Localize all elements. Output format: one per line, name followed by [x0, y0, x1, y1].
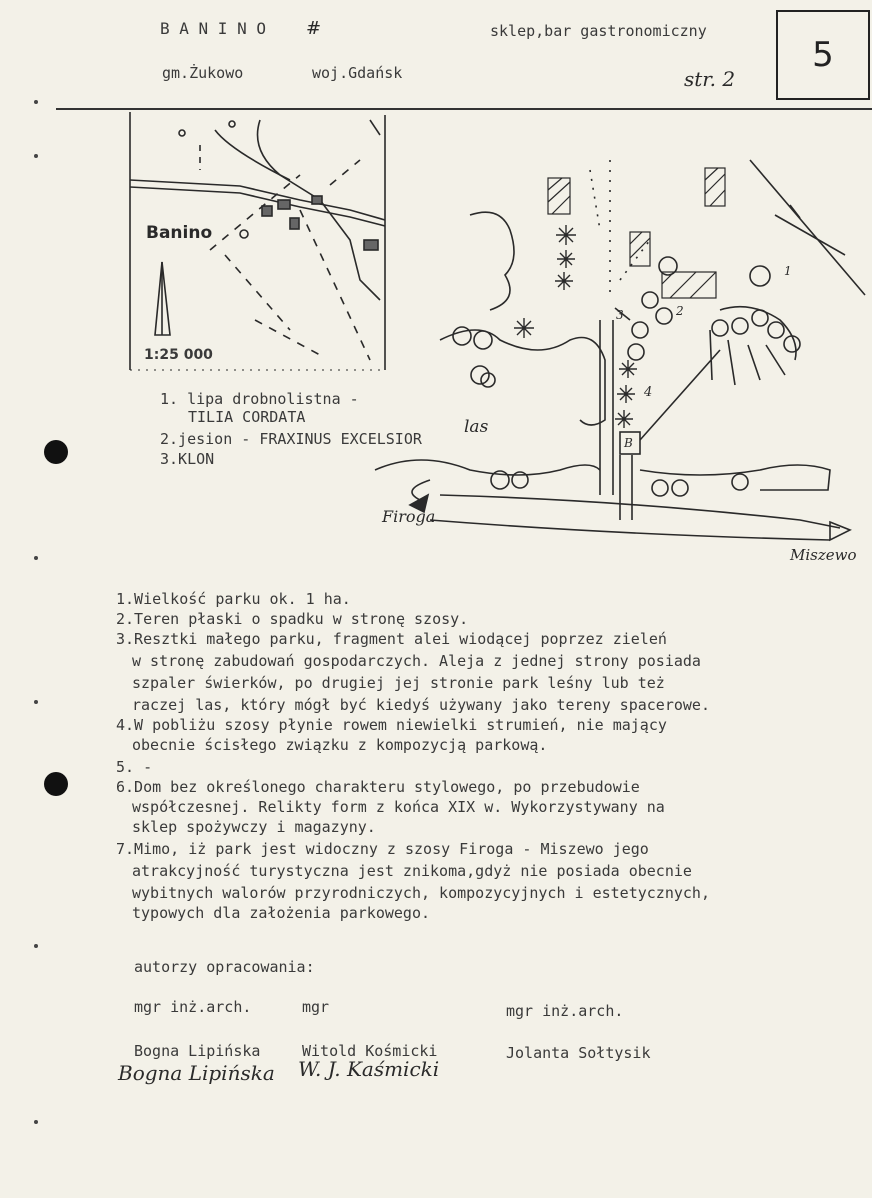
description-line: 5. -: [116, 758, 153, 776]
description-line: 1.Wielkość parku ok. 1 ha.: [116, 590, 351, 608]
author-title: mgr: [302, 998, 330, 1016]
legend-item: 3.KLON: [160, 450, 215, 468]
location-map-place-label: Banino: [146, 223, 213, 243]
author-title: mgr inż.arch.: [134, 998, 252, 1016]
site-plan-tree-2: 2: [676, 304, 684, 318]
site-plan-forest-label: las: [464, 417, 489, 437]
description-line: 6.Dom bez określonego charakteru stylowego, po przebudowie: [116, 778, 640, 796]
description-line: 2.Teren płaski o spadku w stronę szosy.: [116, 610, 469, 628]
hash-mark: #: [306, 18, 322, 39]
description-line: sklep spożywczy i magazyny.: [132, 818, 376, 836]
description-line: w stronę zabudowań gospodarczych. Aleja z jednej strony posiada: [132, 652, 701, 670]
location-map-scale: 1:25 000: [144, 347, 213, 363]
legend-item: 1. lipa drobnolistna -: [160, 390, 359, 408]
margin-dot: [34, 700, 38, 704]
author-name: Bogna Lipińska: [134, 1042, 261, 1060]
author-title: mgr inż.arch.: [506, 1002, 624, 1020]
legend-item: TILIA CORDATA: [188, 408, 306, 426]
sheet-number: 5: [812, 35, 834, 75]
site-plan-road-east: Miszewo: [790, 546, 857, 564]
description-line: wybitnych walorów przyrodniczych, kompozycyjnych i estetycznych,: [132, 884, 710, 902]
site-plan-building-b: B: [624, 436, 633, 450]
function-label: sklep,bar gastronomiczny: [490, 22, 707, 40]
gmina-label: gm.Żukowo: [162, 64, 244, 82]
author-name: Jolanta Sołtysik: [506, 1044, 651, 1062]
site-plan: [375, 160, 865, 540]
binder-hole: [44, 772, 68, 796]
description-line: 4.W pobliżu szosy płynie rowem niewielki strumień, nie mający: [116, 716, 667, 734]
site-plan-tree-3: 3: [616, 308, 624, 322]
author-signature: W. J. Kaśmicki: [298, 1057, 440, 1081]
site-plan-tree-1: 1: [784, 264, 792, 278]
legend-item: 2.jesion - FRAXINUS EXCELSIOR: [160, 430, 422, 448]
voivodeship-label: woj.Gdańsk: [312, 64, 403, 82]
description-line: współczesnej. Relikty form z końca XIX w. Wykorzystywany na: [132, 798, 665, 816]
author-name: Witold Kośmicki: [302, 1042, 438, 1060]
description-line: obecnie ścisłego związku z kompozycją parkową.: [132, 736, 548, 754]
description-line: 3.Resztki małego parku, fragment alei wiodącej poprzez zieleń: [116, 630, 667, 648]
locality-name: B A N I N O: [160, 19, 266, 38]
description-line: typowych dla założenia parkowego.: [132, 904, 431, 922]
description-line: raczej las, który mógł być kiedyś używany jako tereny spacerowe.: [132, 696, 710, 714]
margin-dot: [34, 1120, 38, 1124]
authors-heading: autorzy opracowania:: [134, 958, 315, 976]
description-line: atrakcyjność turystyczna jest znikoma,gdyż nie posiada obecnie: [132, 862, 692, 880]
page-mark: str. 2: [684, 67, 736, 91]
description-line: 7.Mimo, iż park jest widoczny z szosy Firoga - Miszewo jego: [116, 840, 649, 858]
site-plan-tree-4: 4: [644, 385, 653, 400]
author-signature: Bogna Lipińska: [118, 1061, 275, 1085]
site-plan-road-west: Firoga: [382, 507, 436, 526]
description-line: szpaler świerków, po drugiej jej stronie park leśny lub też: [132, 674, 665, 692]
margin-dot: [34, 944, 38, 948]
